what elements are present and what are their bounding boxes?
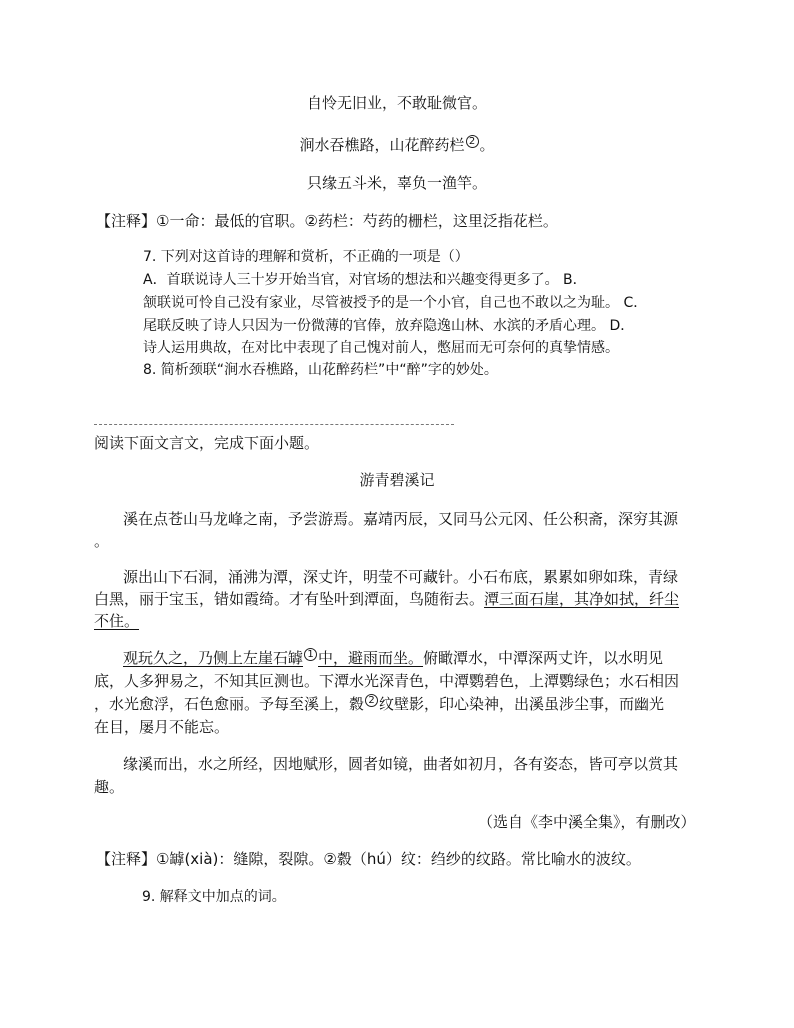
essay-p2-line-3: 不住。 — [94, 612, 140, 630]
q7-line-4: 诗人运用典故，在对比中表现了自己愧对前人，憋屈而无可奈何的真挚情感。 — [143, 340, 619, 356]
q7-line-2: 颔联说可怜自己没有家业，尽管被授予的是一个小官，自己也不敢以之为耻。 C． — [143, 295, 648, 311]
q8-question: 8. 简析颈联“涧水吞樵路，山花醉药栏”中“醉”字的妙处。 — [143, 362, 498, 378]
poem-line-3: 只缘五斗米，辜负一渔竿。 — [306, 174, 487, 192]
q9-question: 9. 解释文中加点的词。 — [142, 889, 286, 905]
q7-line-1: A．首联说诗人三十岁开始当官，对官场的想法和兴趣变得更多了。 B． — [143, 272, 587, 288]
essay-title: 游青碧溪记 — [359, 471, 435, 489]
essay-p2-line-1: 源出山下石洞，涌沸为潭，深丈许，明莹不可藏针。小石布底，累累如卵如珠，青绿 — [123, 568, 679, 586]
essay-p2-line-2 — [94, 589, 679, 609]
poem-line-1: 自怜无旧业，不敢耻微官。 — [306, 94, 487, 112]
essay-p3-line-3-post: 纹壁影，印心染神，出溪虽涉尘事，而幽光 — [379, 695, 665, 713]
essay-p3-line-1 — [123, 648, 663, 668]
poem-line-2 — [0, 135, 794, 155]
essay-p1-line-2: 。 — [94, 532, 110, 550]
essay-note: 【注释】①罅(xià)：缝隙，裂隙。②縠（hú）纹：绉纱的纹路。常比喻水的波纹。 — [96, 850, 641, 868]
essay-p3-line-3-pre: ，水光愈浮，石色愈丽。予每至溪上，縠 — [94, 695, 365, 713]
essay-p3-rest: 俯瞰潭水，中潭深两丈许，以水明见 — [423, 649, 664, 667]
essay-p3-line-4: 在目，屡月不能忘。 — [94, 718, 230, 736]
section-separator — [94, 424, 454, 425]
footnote-marker-1: 1 — [304, 648, 317, 661]
poem-line-2-end: 。 — [479, 136, 495, 154]
essay-p1-line-1: 溪在点苍山马龙峰之南，予尝游焉。嘉靖丙辰，又同马公元冈、任公积斋，深穷其源 — [123, 510, 679, 528]
essay-p2-plain: 白黑，丽于宝玉，错如霞绮。才有坠叶到潭面，鸟随衔去。 — [94, 590, 485, 608]
essay-p3-line-2: 底，人多狎易之，不知其叵测也。下潭水光深青色，中潭鹦碧色，上潭鹦绿色；水石相因 — [94, 672, 680, 690]
essay-p4-line-1: 缘溪而出，水之所经，因地赋形，圆者如镜，曲者如初月，各有姿态，皆可亭以赏其 — [123, 755, 679, 773]
reading-instruction: 阅读下面文言文，完成下面小题。 — [94, 434, 320, 452]
essay-p3-line-3 — [94, 694, 664, 714]
essay-p2-underlined: 潭三面石崖，其净如拭，纤尘 — [484, 590, 680, 608]
essay-p3-underlined-b: 中，避雨而坐。 — [318, 649, 424, 667]
footnote-marker-2b: 2 — [365, 694, 378, 707]
essay-source: （选自《李中溪全集》，有删改） — [478, 813, 696, 831]
poem-note: 【注释】①一命：最低的官职。②药栏：芍药的栅栏，这里泛指花栏。 — [96, 212, 558, 230]
q7-stem: 7. 下列对这首诗的理解和赏析，不正确的一项是（） — [143, 249, 469, 265]
poem-line-2-text: 涧水吞樵路，山花醉药栏 — [299, 136, 465, 154]
q7-line-3: 尾联反映了诗人只因为一份微薄的官俸，放弃隐逸山林、水滨的矛盾心理。 D． — [143, 318, 635, 334]
essay-p3-underlined-a: 观玩久之，乃侧上左崖石罅 — [123, 649, 304, 667]
essay-p4-line-2: 趣。 — [94, 778, 125, 796]
footnote-marker-2: 2 — [466, 135, 479, 148]
